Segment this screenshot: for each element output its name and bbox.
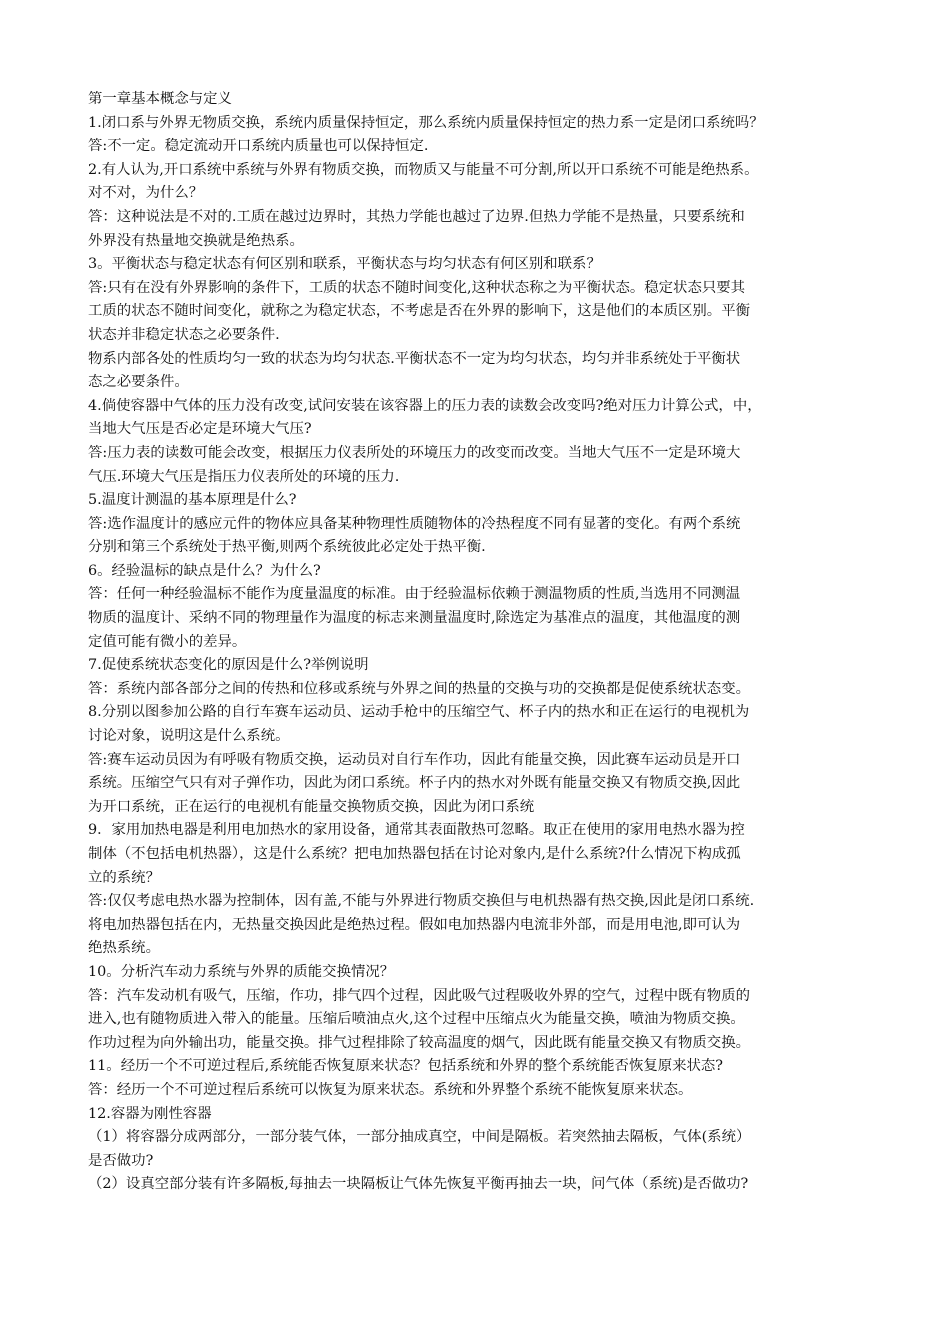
text-line: 答：系统内部各部分之间的传热和位移或系统与外界之间的热量的交换与功的交换都是促使系统状态变。	[88, 680, 750, 697]
text-line: 讨论对象，说明这是什么系统。	[88, 728, 290, 745]
text-line: 答:只有在没有外界影响的条件下，工质的状态不随时间变化,这种状态称之为平衡状态。稳定状态只要其	[88, 279, 746, 296]
text-line: 为开口系统，正在运行的电视机有能量交换物质交换，因此为闭口系统	[88, 798, 535, 815]
text-line: 答：任何一种经验温标不能作为度量温度的标准。由于经验温标依赖于测温物质的性质,当选用不同测温	[88, 586, 741, 603]
text-line: 答：这种说法是不对的.工质在越过边界时，其热力学能也越过了边界.但热力学能不是热量，只要系统和	[88, 208, 745, 225]
text-line: 分别和第三个系统处于热平衡,则两个系统彼此必定处于热平衡.	[88, 539, 486, 556]
text-line: 9．家用加热电器是利用电加热水的家用设备，通常其表面散热可忽略。取正在使用的家用电热水器为控	[88, 822, 745, 839]
text-line: 答：汽车发动机有吸气，压缩，作功，排气四个过程，因此吸气过程吸收外界的空气，过程中既有物质的	[88, 987, 750, 1004]
text-line: 答:仅仅考虑电热水器为控制体，因有盖,不能与外界进行物质交换但与电机热器有热交换,因此是闭口系统.	[88, 893, 755, 910]
text-line: 对不对，为什么？	[88, 185, 204, 202]
text-line: 物质的温度计、采纳不同的物理量作为温度的标志来测量温度时,除选定为基准点的温度，其他温度的测	[88, 610, 741, 627]
text-line: 2.有人认为,开口系统中系统与外界有物质交换，而物质又与能量不可分割,所以开口系统不可能是绝热系。	[88, 161, 759, 178]
text-line: 立的系统？	[88, 869, 160, 886]
text-line: 作功过程为向外输出功，能量交换。排气过程排除了较高温度的烟气，因此既有能量交换又有物质交换。	[88, 1034, 750, 1051]
text-line: 状态并非稳定状态之必要条件.	[88, 326, 280, 343]
text-line: 10。分析汽车动力系统与外界的质能交换情况？	[88, 963, 395, 980]
text-line: 答:选作温度计的感应元件的物体应具备某种物理性质随物体的冷热程度不同有显著的变化。有两个系统	[88, 515, 741, 532]
text-line: （1）将容器分成两部分，一部分装气体，一部分抽成真空，中间是隔板。若突然抽去隔板，气体(系统）	[88, 1129, 751, 1146]
text-line: 3。平衡状态与稳定状态有何区别和联系，平衡状态与均匀状态有何区别和联系？	[88, 256, 601, 273]
text-line: 制体（不包括电机热器），这是什么系统？把电加热器包括在讨论对象内,是什么系统?什么情况下构成孤	[88, 846, 741, 862]
text-line: 定值可能有微小的差异。	[88, 633, 247, 650]
text-line: 气压.环境大气压是指压力仪表所处的环境的压力.	[88, 468, 400, 485]
text-line: 11。经历一个不可逆过程后,系统能否恢复原来状态？包括系统和外界的整个系统能否恢复原来状态?	[88, 1058, 724, 1075]
text-line: 6。经验温标的缺点是什么？为什么?	[88, 562, 321, 579]
text-line: 系统。压缩空气只有对子弹作功，因此为闭口系统。杯子内的热水对外既有能量交换又有物质交换,因此	[88, 775, 741, 792]
text-line: 是否做功?	[88, 1152, 154, 1169]
text-line: 态之必要条件。	[88, 374, 189, 391]
text-line: 答:赛车运动员因为有呼吸有物质交换，运动员对自行车作功，因此有能量交换，因此赛车运动员是开口	[88, 751, 741, 768]
text-line: 绝热系统。	[88, 940, 160, 957]
text-line: 外界没有热量地交换就是绝热系。	[88, 232, 304, 249]
text-line: 12.容器为刚性容器	[88, 1105, 212, 1122]
text-line: 物系内部各处的性质均匀一致的状态为均匀状态.平衡状态不一定为均匀状态，均匀并非系统处于平衡状	[88, 350, 741, 367]
text-line: （2）设真空部分装有许多隔板,每抽去一块隔板让气体先恢复平衡再抽去一块，问气体（系统)是否做功?	[88, 1176, 749, 1193]
text-line: 第一章基本概念与定义	[88, 91, 232, 107]
text-line: 5.温度计测温的基本原理是什么?	[88, 492, 297, 509]
text-line: 当地大气压是否必定是环境大气压?	[88, 421, 312, 438]
text-line: 7.促使系统状态变化的原因是什么?举例说明	[88, 657, 369, 674]
text-line: 工质的状态不随时间变化，就称之为稳定状态，不考虑是否在外界的影响下，这是他们的本质区别。平衡	[88, 303, 750, 320]
text-line: 将电加热器包括在内，无热量交换因此是绝热过程。假如电加热器内电流非外部，而是用电池,即可认为	[88, 916, 741, 933]
text-line: 4.倘使容器中气体的压力没有改变,试问安装在该容器上的压力表的读数会改变吗?绝对压力计算公式，中，	[88, 397, 762, 414]
text-line: 8.分别以图参加公路的自行车赛车运动员、运动手枪中的压缩空气、杯子内的热水和正在运行的电视机为	[88, 704, 750, 721]
document-body	[88, 88, 890, 1197]
text-line: 答:压力表的读数可能会改变，根据压力仪表所处的环境压力的改变而改变。当地大气压不一定是环境大	[88, 444, 741, 461]
text-line: 进入,也有随物质进入带入的能量。压缩后喷油点火,这个过程中压缩点火为能量交换，喷油为物质交换。	[88, 1011, 745, 1028]
text-line: 答：经历一个不可逆过程后系统可以恢复为原来状态。系统和外界整个系统不能恢复原来状态。	[88, 1081, 693, 1098]
text-line: 1.闭口系与外界无物质交换，系统内质量保持恒定，那么系统内质量保持恒定的热力系一定是闭口系统吗？	[88, 114, 764, 131]
text-line: 答:不一定。稳定流动开口系统内质量也可以保持恒定.	[88, 138, 429, 155]
